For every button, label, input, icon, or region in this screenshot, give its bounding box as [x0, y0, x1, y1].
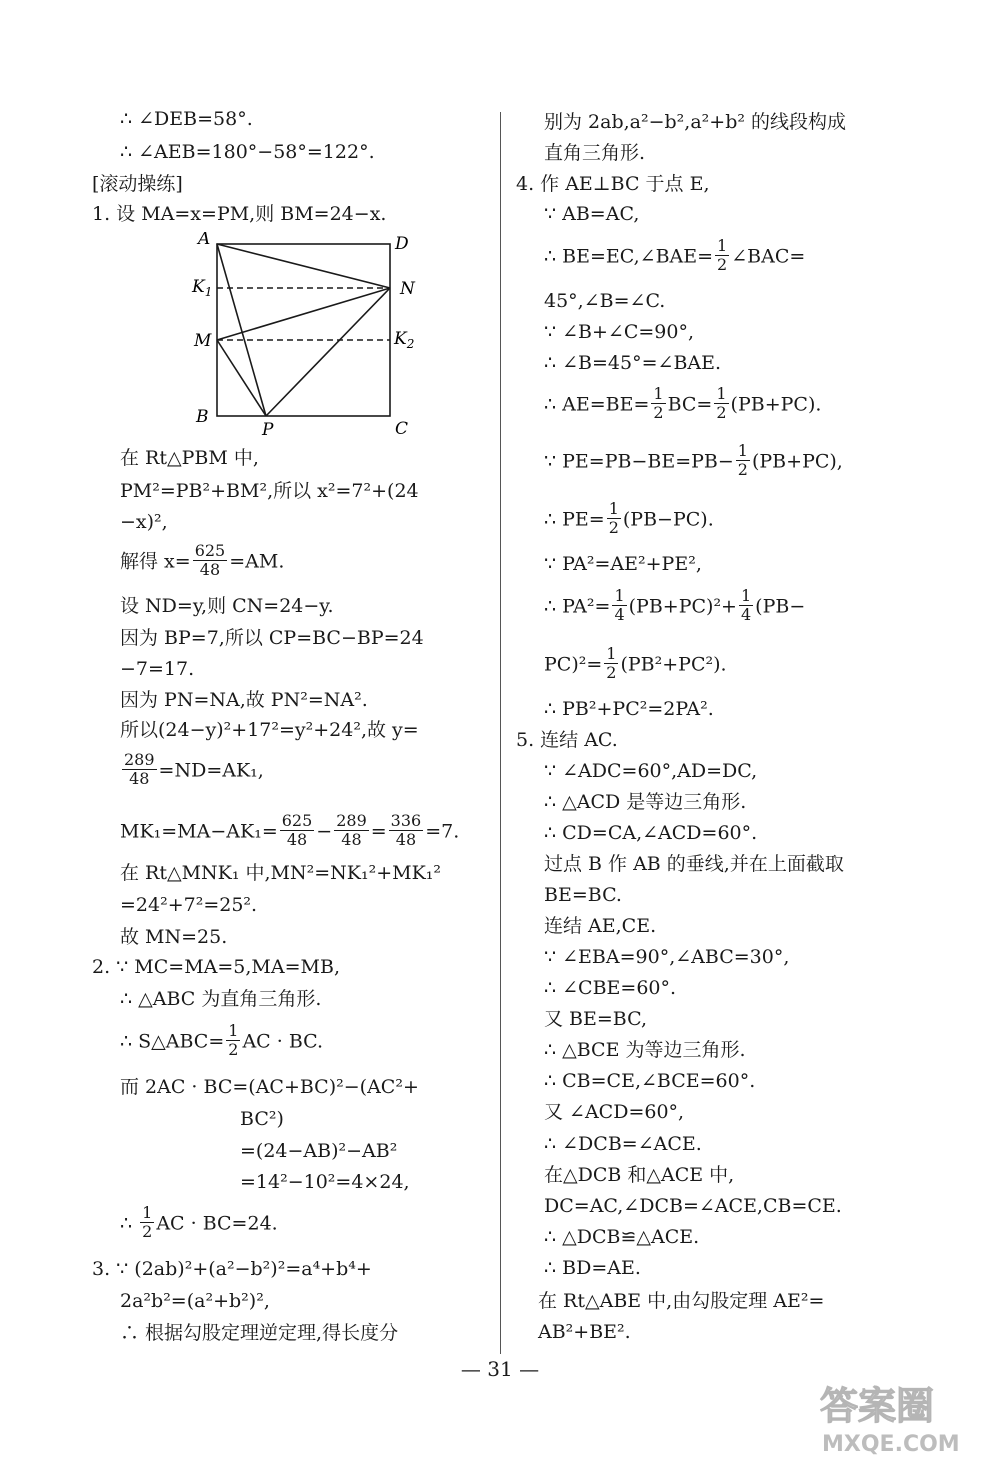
column-divider — [500, 112, 501, 1354]
text-line-with-fraction: ∴ PE= $\frac{1}{2}$ (PB−PC). — [544, 499, 714, 537]
text-line: 3. ∵ (2ab)²+(a²−b²)²=a⁴+b⁴+ — [92, 1258, 372, 1280]
label-n: N — [400, 279, 415, 299]
text-line: ∴ ∠CBE=60°. — [544, 977, 677, 999]
text-line: 而 2AC · BC=(AC+BC)²−(AC²+ — [120, 1076, 419, 1098]
fraction: $\frac{1}{2}$ — [228, 1021, 239, 1059]
text-line: 在△DCB 和△ACE 中, — [544, 1164, 735, 1186]
text-line-with-fraction: MK₁=MA−AK₁= $\frac{625}{48}$ − $\frac{289}{48}$ = $\frac{336}{48}$ =7. — [120, 811, 460, 849]
watermark-logo — [814, 1371, 984, 1461]
text-line: BE=BC. — [544, 884, 622, 906]
fraction: $\frac{625}{48}$ — [281, 811, 313, 849]
label-a: A — [198, 232, 211, 249]
text-line: 直角三角形. — [544, 142, 646, 164]
fraction: $\frac{1}{2}$ — [653, 384, 664, 422]
text-line: 所以(24−y)²+17²=y²+24²,故 y= — [120, 719, 419, 741]
fraction: $\frac{1}{4}$ — [614, 586, 625, 624]
square-abcd — [217, 244, 390, 416]
text-line: PM²=PB²+BM²,所以 x²=7²+(24 — [120, 480, 419, 502]
segment-an — [217, 244, 390, 288]
text-line: ∵ ∠ADC=60°,AD=DC, — [544, 760, 758, 782]
page-number: — 31 — — [460, 1357, 540, 1381]
text-line-with-fraction: $\frac{289}{48}$ =ND=AK₁, — [124, 750, 264, 788]
text-line: 又 ∠ACD=60°, — [544, 1101, 685, 1123]
text-line: ∵ PA²=AE²+PE², — [544, 553, 702, 575]
text-line: −7=17. — [120, 658, 195, 680]
section-heading: [滚动操练] — [92, 173, 183, 195]
text-line-with-fraction: 解得 x= $\frac{625}{48}$ =AM. — [120, 541, 285, 579]
text-line: 别为 2ab,a²−b²,a²+b² 的线段构成 — [544, 111, 847, 133]
label-d: D — [395, 234, 409, 254]
fraction: $\frac{625}{48}$ — [194, 541, 226, 579]
text-line-with-fraction: ∴ BE=EC,∠BAE= $\frac{1}{2}$ ∠BAC= — [544, 236, 806, 274]
text-line: ∵ AB=AC, — [544, 203, 640, 225]
fraction: $\frac{1}{2}$ — [737, 441, 748, 479]
text-line: AB²+BE². — [538, 1321, 631, 1343]
text-line: ∵ ∠B+∠C=90°, — [544, 321, 695, 343]
text-line: ∴ CB=CE,∠BCE=60°. — [544, 1070, 756, 1092]
text-line: 在 Rt△ABE 中,由勾股定理 AE²= — [538, 1290, 825, 1312]
fraction: $\frac{1}{2}$ — [716, 384, 727, 422]
text-line: 因为 BP=7,所以 CP=BC−BP=24 — [120, 627, 424, 649]
fraction: $\frac{1}{2}$ — [608, 499, 619, 537]
text-line: 2a²b²=(a²+b²)², — [120, 1290, 270, 1312]
text-line: ∴ BD=AE. — [544, 1257, 641, 1279]
text-line: ∴ ∠DEB=58°. — [120, 108, 253, 130]
text-line: =24²+7²=25². — [120, 894, 258, 916]
text-line-with-fraction: ∵ PE=PB−BE=PB− $\frac{1}{2}$ (PB+PC), — [544, 441, 843, 479]
text-line: 故 MN=25. — [120, 926, 228, 948]
text-line: =(24−AB)²−AB² — [240, 1140, 398, 1162]
text-line: ∴ ∠B=45°=∠BAE. — [544, 352, 722, 374]
text-line: ∴ ∠AEB=180°−58°=122°. — [120, 141, 375, 163]
text-line: 连结 AE,CE. — [544, 915, 657, 937]
fraction: $\frac{289}{48}$ — [124, 750, 155, 788]
text-line: 设 ND=y,则 CN=24−y. — [120, 595, 334, 617]
label-p: P — [262, 420, 274, 440]
text-line-with-fraction: ∴ $\frac{1}{2}$ AC · BC=24. — [120, 1203, 278, 1241]
fraction: $\frac{1}{2}$ — [606, 644, 617, 682]
text-line: −x)², — [120, 511, 168, 533]
text-line: 4. 作 AE⊥BC 于点 E, — [516, 173, 710, 195]
text-line: 5. 连结 AC. — [516, 729, 618, 751]
segment-ap — [217, 244, 266, 416]
text-line: 在 Rt△MNK₁ 中,MN²=NK₁²+MK₁² — [120, 862, 442, 884]
text-line: 又 BE=BC, — [544, 1008, 648, 1030]
text-line-with-fraction: PC)²= $\frac{1}{2}$ (PB²+PC²). — [544, 644, 727, 682]
text-line: 2. ∵ MC=MA=5,MA=MB, — [92, 956, 340, 978]
label-k2: $K_2$ — [394, 329, 415, 351]
text-line: BC²) — [240, 1108, 284, 1130]
segment-mp — [217, 340, 266, 416]
text-line: 1. 设 MA=x=PM,则 BM=24−x. — [92, 203, 387, 225]
text-line-with-fraction: ∴ AE=BE= $\frac{1}{2}$ BC= $\frac{1}{2}$ (PB+PC). — [544, 384, 822, 422]
text-line: 过点 B 作 AB 的垂线,并在上面截取 — [544, 853, 844, 875]
text-line: ∴ △BCE 为等边三角形. — [544, 1039, 746, 1061]
fraction: $\frac{1}{4}$ — [740, 586, 752, 624]
label-m: M — [194, 331, 212, 351]
text-line: 因为 PN=NA,故 PN²=NA². — [120, 689, 368, 711]
fraction: $\frac{336}{48}$ — [390, 811, 422, 849]
fraction: $\frac{289}{48}$ — [336, 811, 367, 849]
text-line: ∴ CD=CA,∠ACD=60°. — [544, 822, 758, 844]
text-line: DC=AC,∠DCB=∠ACE,CB=CE. — [544, 1195, 842, 1217]
text-line-with-fraction: ∴ PA²= $\frac{1}{4}$ (PB+PC)²+ $\frac{1}{4}$ (PB− — [544, 586, 806, 624]
fraction: $\frac{1}{2}$ — [717, 236, 728, 274]
text-line-with-fraction: ∴ S△ABC= $\frac{1}{2}$ AC · BC. — [120, 1021, 324, 1059]
text-line: ∴ 根据勾股定理逆定理,得长度分 — [120, 1322, 399, 1344]
text-line: ∴ △ACD 是等边三角形. — [544, 791, 747, 813]
text-line: ∴ PB²+PC²=2PA². — [544, 698, 714, 720]
text-line: =14²−10²=4×24, — [240, 1171, 410, 1193]
text-line: ∴ △DCB≌△ACE. — [544, 1226, 700, 1248]
text-line: ∵ ∠EBA=90°,∠ABC=30°, — [544, 946, 790, 968]
text-line: 45°,∠B=∠C. — [544, 290, 666, 312]
label-k1: $K_1$ — [192, 277, 213, 299]
label-b: B — [196, 407, 209, 427]
fraction: $\frac{1}{2}$ — [142, 1203, 153, 1241]
label-c: C — [395, 419, 409, 439]
text-line: 在 Rt△PBM 中, — [120, 447, 259, 469]
watermark-title: 答案圈 — [820, 1384, 935, 1428]
watermark-url: MXQE.COM — [822, 1432, 960, 1457]
square-figure — [190, 232, 430, 442]
text-line: ∴ ∠DCB=∠ACE. — [544, 1133, 702, 1155]
text-line: ∴ △ABC 为直角三角形. — [120, 988, 322, 1010]
